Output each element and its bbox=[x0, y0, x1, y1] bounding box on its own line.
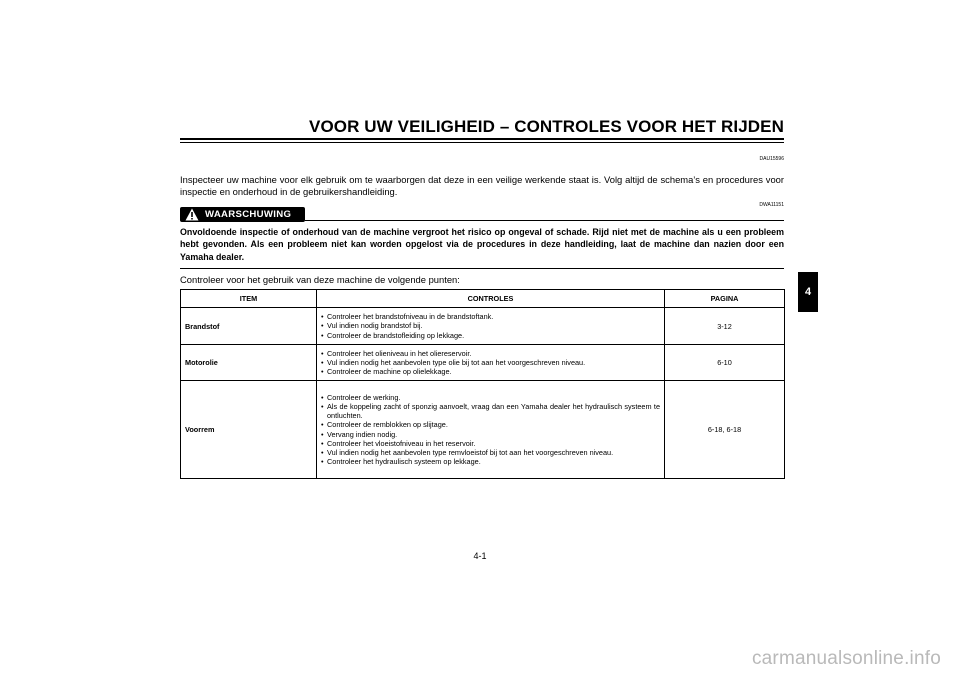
row-checks bbox=[317, 381, 665, 479]
row-item-label: Brandstof bbox=[181, 308, 317, 345]
row-item-label: Voorrem bbox=[181, 381, 317, 479]
row-page-ref: 6-18, 6-18 bbox=[665, 381, 785, 479]
page-number: 4-1 bbox=[473, 551, 487, 561]
check-bullet: • Controleer de brandstofleiding op lekkage. bbox=[321, 331, 660, 340]
column-header-page: PAGINA bbox=[665, 290, 785, 308]
warning-bottom-rule bbox=[180, 268, 784, 269]
check-bullet: • Vul indien nodig brandstof bij. bbox=[321, 321, 660, 330]
check-bullet: • Controleer het vloeistofniveau in het reservoir. bbox=[321, 439, 660, 448]
check-text: Vul indien nodig het aanbevolen type remvloeistof bij tot aan het voorgeschreven niveau. bbox=[327, 447, 614, 457]
check-bullet: • Als de koppeling zacht of sponzig aanvoelt, vraag dan een Yamaha dealer het hydraulisch systeem te ontluchten. bbox=[321, 401, 660, 421]
warning-rule bbox=[305, 220, 784, 221]
chapter-tab: 4 bbox=[798, 272, 818, 312]
check-bullet: • Controleer het hydraulisch systeem op lekkage. bbox=[321, 457, 660, 466]
intro-reference-code: DAU15596 bbox=[759, 156, 784, 162]
row-checks bbox=[317, 308, 665, 345]
check-text: Controleer de brandstofleiding op lekkage. bbox=[327, 330, 465, 340]
check-text: Vervang indien nodig. bbox=[327, 429, 398, 439]
check-text: Vul indien nodig het aanbevolen type olie bij tot aan het voorgeschreven niveau. bbox=[327, 357, 586, 367]
warning-badge bbox=[180, 207, 305, 222]
check-bullet: • Controleer het brandstofniveau in de brandstoftank. bbox=[321, 312, 660, 321]
intro-paragraph: Inspecteer uw machine voor elk gebruik om te waarborgen dat deze in een veilige werkende staat is. Volg altijd de schema’s en procedures voor inspectie en onderhoud in de gebruikershandleiding. bbox=[180, 174, 784, 197]
check-bullet: • Controleer de machine op olielekkage. bbox=[321, 367, 660, 376]
table-header-row bbox=[181, 290, 785, 308]
row-item-label: Motorolie bbox=[181, 345, 317, 381]
warning-label: WAARSCHUWING bbox=[205, 209, 292, 220]
row-page-ref: 6-10 bbox=[665, 345, 785, 381]
check-text: Controleer het vloeistofniveau in het reservoir. bbox=[327, 438, 476, 448]
row-checks bbox=[317, 345, 665, 381]
warning-triangle-icon bbox=[185, 207, 201, 222]
check-text: Als de koppeling zacht of sponzig aanvoelt, vraag dan een Yamaha dealer het hydraulisch systeem te ontluchten. bbox=[327, 401, 660, 421]
column-header-item: ITEM bbox=[181, 290, 317, 308]
check-bullet: • Vul indien nodig het aanbevolen type olie bij tot aan het voorgeschreven niveau. bbox=[321, 358, 660, 367]
check-bullet: • Vul indien nodig het aanbevolen type remvloeistof bij tot aan het voorgeschreven niveau. bbox=[321, 448, 660, 457]
checklist-table bbox=[180, 289, 785, 479]
table-row bbox=[181, 381, 785, 479]
column-header-controls: CONTROLES bbox=[317, 290, 665, 308]
page-title: VOOR UW VEILIGHEID – CONTROLES VOOR HET RIJDEN bbox=[309, 117, 784, 136]
table-row bbox=[181, 308, 785, 345]
row-page-ref: 3-12 bbox=[665, 308, 785, 345]
check-text: Controleer het olieniveau in het oliereservoir. bbox=[327, 348, 472, 358]
check-text: Controleer de werking. bbox=[327, 392, 401, 402]
check-text: Vul indien nodig brandstof bij. bbox=[327, 321, 423, 331]
check-text: Controleer het brandstofniveau in de brandstoftank. bbox=[327, 312, 494, 322]
watermark: carmanualsonline.info bbox=[751, 648, 941, 669]
check-bullet: • Controleer de werking. bbox=[321, 393, 660, 402]
title-rule-thin bbox=[180, 142, 784, 143]
title-rule bbox=[180, 138, 784, 140]
warning-reference-code: DWA11151 bbox=[759, 202, 784, 208]
table-row bbox=[181, 345, 785, 381]
check-bullet: • Vervang indien nodig. bbox=[321, 430, 660, 439]
check-text: Controleer de machine op olielekkage. bbox=[327, 367, 452, 377]
check-bullet: • Controleer het olieniveau in het oliereservoir. bbox=[321, 349, 660, 358]
check-text: Controleer het hydraulisch systeem op lekkage. bbox=[327, 457, 481, 467]
warning-text: Onvoldoende inspectie of onderhoud van de machine vergroot het risico op ongeval of schade. Rijd niet met de machine als u een probleem hebt gevonden. Als een probleem niet kan worden opgelost via de procedures in deze handleiding, laat de machine dan nazien door een Yamaha dealer. bbox=[180, 227, 784, 262]
check-text: Controleer de remblokken op slijtage. bbox=[327, 420, 448, 430]
check-bullet: • Controleer de remblokken op slijtage. bbox=[321, 420, 660, 429]
checklist-intro: Controleer voor het gebruik van deze machine de volgende punten: bbox=[180, 274, 460, 285]
